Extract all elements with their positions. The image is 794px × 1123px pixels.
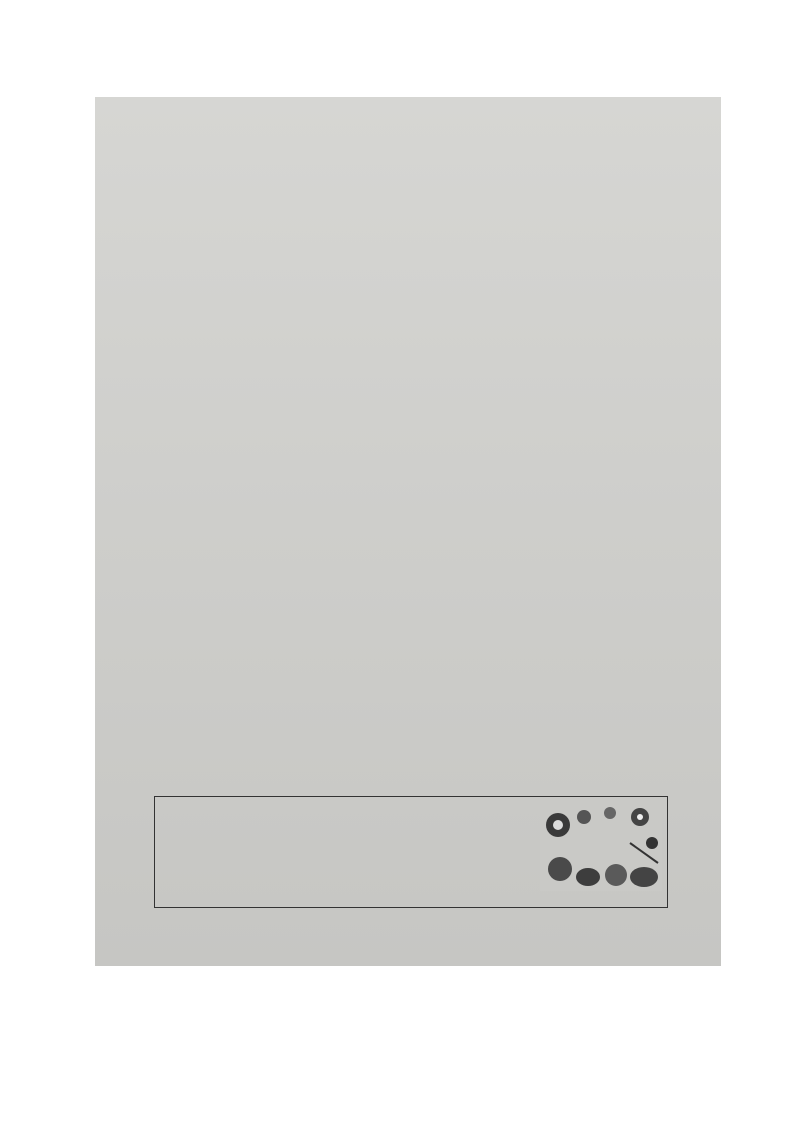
- section-5-heading: [142, 148, 672, 167]
- ball-games-club-box: [154, 796, 668, 908]
- exam-page: [95, 97, 721, 966]
- page-content: [142, 129, 672, 210]
- section-4-heading: [142, 129, 672, 148]
- ball-games-illustration: [540, 803, 662, 891]
- passage-a-label: [142, 168, 672, 188]
- passage-a-intro: [142, 188, 672, 210]
